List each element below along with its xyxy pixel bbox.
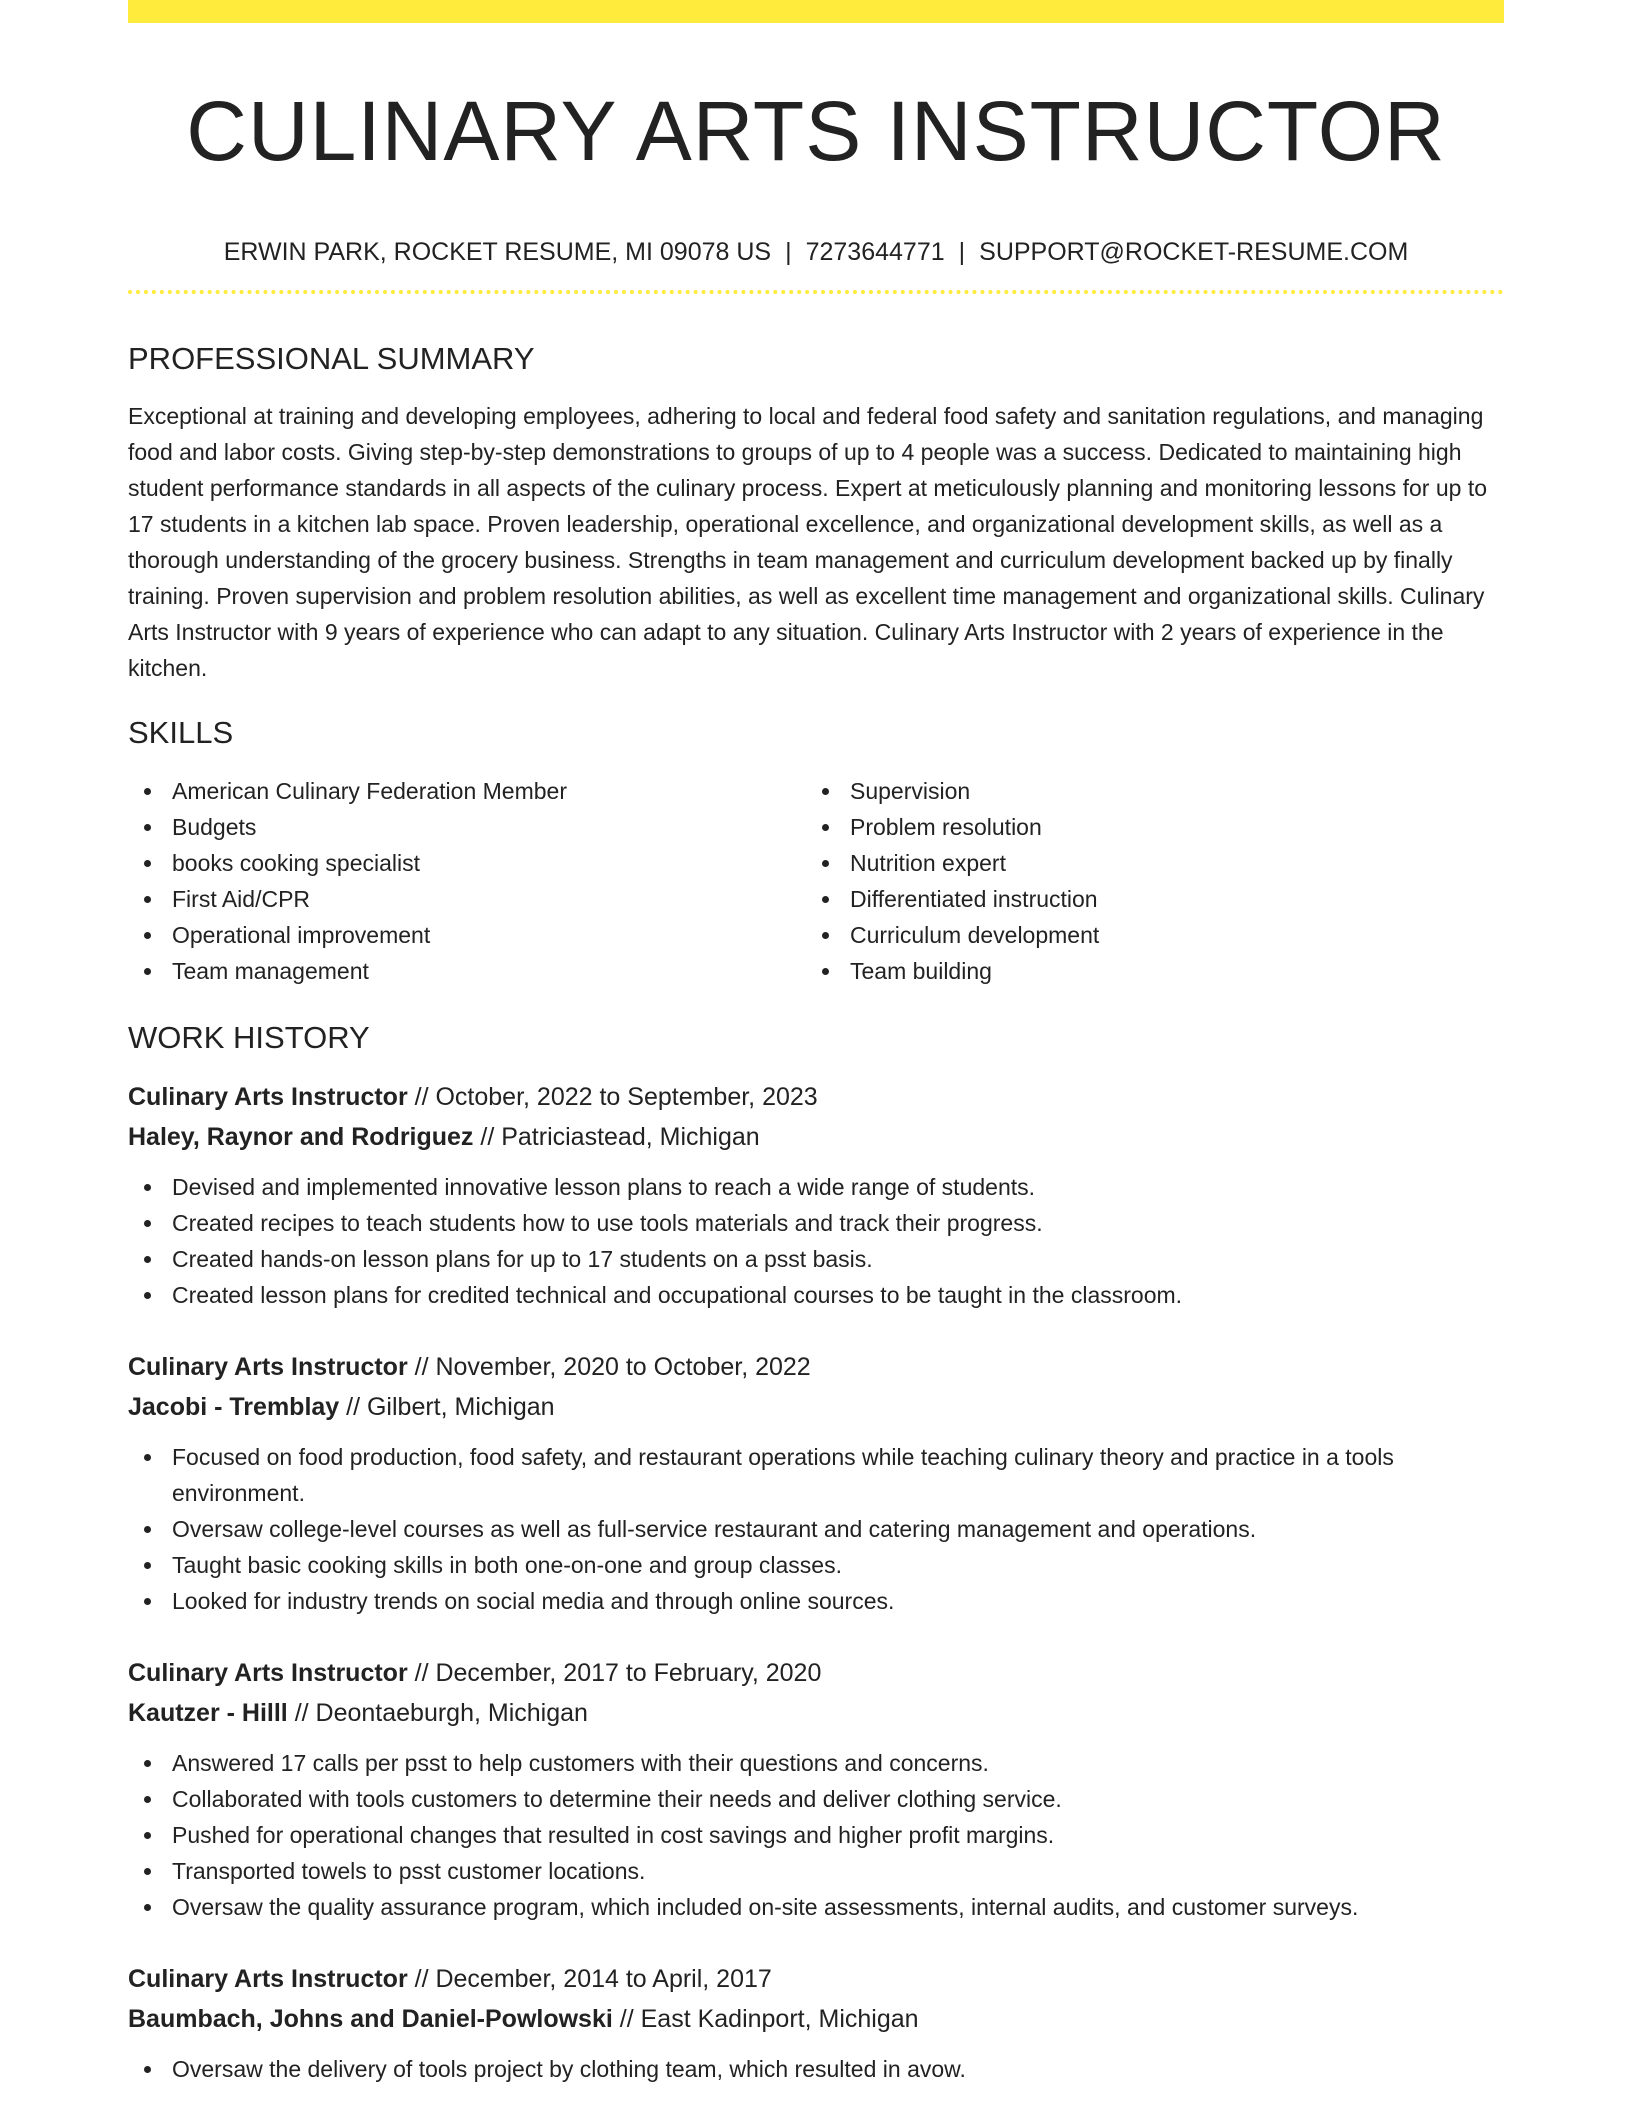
skill-item: American Culinary Federation Member <box>128 773 806 809</box>
job-bullet: Oversaw the delivery of tools project by clothing team, which resulted in avow. <box>128 2051 1504 2087</box>
job-bullet: Created hands-on lesson plans for up to 17 students on a psst basis. <box>128 1241 1504 1277</box>
contact-separator: | <box>958 238 966 266</box>
resume-title: CULINARY ARTS INSTRUCTOR <box>186 84 1446 178</box>
job-company: Baumbach, Johns and Daniel-Powlowski <box>128 2005 613 2033</box>
job-entry <box>128 1347 1504 1619</box>
job-bullet: Oversaw the quality assurance program, which included on-site assessments, internal audits, and customer surveys. <box>128 1889 1504 1925</box>
job-bullet: Created recipes to teach students how to use tools materials and track their progress. <box>128 1205 1504 1241</box>
job-role: Culinary Arts Instructor <box>128 1659 408 1687</box>
job-bullet: Transported towels to psst customer locations. <box>128 1853 1504 1889</box>
skill-item: First Aid/CPR <box>128 881 806 917</box>
job-bullet: Devised and implemented innovative lesson plans to reach a wide range of students. <box>128 1169 1504 1205</box>
skill-item: Differentiated instruction <box>806 881 1484 917</box>
skills-column-left <box>128 773 806 989</box>
skill-item: Operational improvement <box>128 917 806 953</box>
job-location: // Deontaeburgh, Michigan <box>287 1699 588 1727</box>
job-location: // Patriciastead, Michigan <box>473 1123 760 1151</box>
skill-item: Team management <box>128 953 806 989</box>
skill-item: Problem resolution <box>806 809 1484 845</box>
job-bullet: Collaborated with tools customers to determine their needs and deliver clothing service. <box>128 1781 1504 1817</box>
job-company-line <box>128 1693 1504 1733</box>
job-company-line <box>128 1387 1504 1427</box>
contact-separator: | <box>785 238 792 266</box>
job-location: // Gilbert, Michigan <box>339 1393 555 1421</box>
job-role-line <box>128 1077 1504 1117</box>
job-bullet: Created lesson plans for credited technical and occupational courses to be taught in the classroom. <box>128 1277 1504 1313</box>
job-dates: // October, 2022 to September, 2023 <box>407 1083 818 1111</box>
resume-page <box>128 0 1504 2087</box>
skills-grid <box>128 773 1504 989</box>
skill-item: books cooking specialist <box>128 845 806 881</box>
job-role: Culinary Arts Instructor <box>128 1353 408 1381</box>
job-company: Kautzer - Hilll <box>128 1699 288 1727</box>
job-bullet: Taught basic cooking skills in both one-on-one and group classes. <box>128 1547 1504 1583</box>
job-role: Culinary Arts Instructor <box>128 1965 408 1993</box>
summary-heading: PROFESSIONAL SUMMARY <box>128 341 535 376</box>
job-entry <box>128 1959 1504 2087</box>
skills-heading: SKILLS <box>128 715 234 750</box>
job-dates: // December, 2014 to April, 2017 <box>407 1965 772 1993</box>
skills-column-right <box>806 773 1484 989</box>
job-bullet: Answered 17 calls per psst to help customers with their questions and concerns. <box>128 1745 1504 1781</box>
skill-item: Curriculum development <box>806 917 1484 953</box>
job-entry <box>128 1077 1504 1313</box>
job-bullets <box>128 1439 1504 1619</box>
job-company-line <box>128 1117 1504 1157</box>
summary-text: Exceptional at training and developing employees, adhering to local and federal food safety and sanitation regulations, and managing food and labor costs. Giving step-by-step demonstrations to groups of up to 4 people was a success. Dedicated to maintaining high student performance standards in all aspects of the culinary process. Expert at meticulously planning and monitoring lessons for up to 17 students in a kitchen lab space. Proven leadership, operational excellence, and organizational development skills, as well as a thorough understanding of the grocery business. Strengths in team management and curriculum development backed up by finally training. Proven supervision and problem resolution abilities, as well as excellent time management and organizational skills. Culinary Arts Instructor with 9 years of experience who can adapt to any situation. Culinary Arts Instructor with 2 years of experience in the kitchen. <box>128 403 1488 681</box>
job-location: // East Kadinport, Michigan <box>612 2005 919 2033</box>
job-bullet: Looked for industry trends on social media and through online sources. <box>128 1583 1504 1619</box>
job-company: Jacobi - Tremblay <box>128 1393 340 1421</box>
job-bullets <box>128 1745 1504 1925</box>
job-company: Haley, Raynor and Rodriguez <box>128 1123 474 1151</box>
skill-item: Nutrition expert <box>806 845 1484 881</box>
job-role-line <box>128 1653 1504 1693</box>
work-history-heading: WORK HISTORY <box>128 1020 370 1055</box>
job-role-line <box>128 1347 1504 1387</box>
contact-email: SUPPORT@ROCKET-RESUME.COM <box>979 238 1409 266</box>
skill-item: Budgets <box>128 809 806 845</box>
job-entry <box>128 1653 1504 1925</box>
job-bullet: Pushed for operational changes that resulted in cost savings and higher profit margins. <box>128 1817 1504 1853</box>
job-company-line <box>128 1999 1504 2039</box>
top-accent-bar <box>128 0 1504 23</box>
job-bullets <box>128 2051 1504 2087</box>
contact-phone: 7273644771 <box>805 238 945 266</box>
job-role-line <box>128 1959 1504 1999</box>
job-bullet: Focused on food production, food safety, and restaurant operations while teaching culinary theory and practice in a tools environment. <box>128 1439 1504 1511</box>
job-role: Culinary Arts Instructor <box>128 1083 408 1111</box>
job-bullets <box>128 1169 1504 1313</box>
job-dates: // November, 2020 to October, 2022 <box>407 1353 811 1381</box>
header-divider <box>128 290 1504 294</box>
contact-address: ERWIN PARK, ROCKET RESUME, MI 09078 US <box>223 238 772 266</box>
contact-line <box>128 237 1504 267</box>
job-dates: // December, 2017 to February, 2020 <box>407 1659 822 1687</box>
job-bullet: Oversaw college-level courses as well as full-service restaurant and catering management and operations. <box>128 1511 1504 1547</box>
skill-item: Supervision <box>806 773 1484 809</box>
skill-item: Team building <box>806 953 1484 989</box>
